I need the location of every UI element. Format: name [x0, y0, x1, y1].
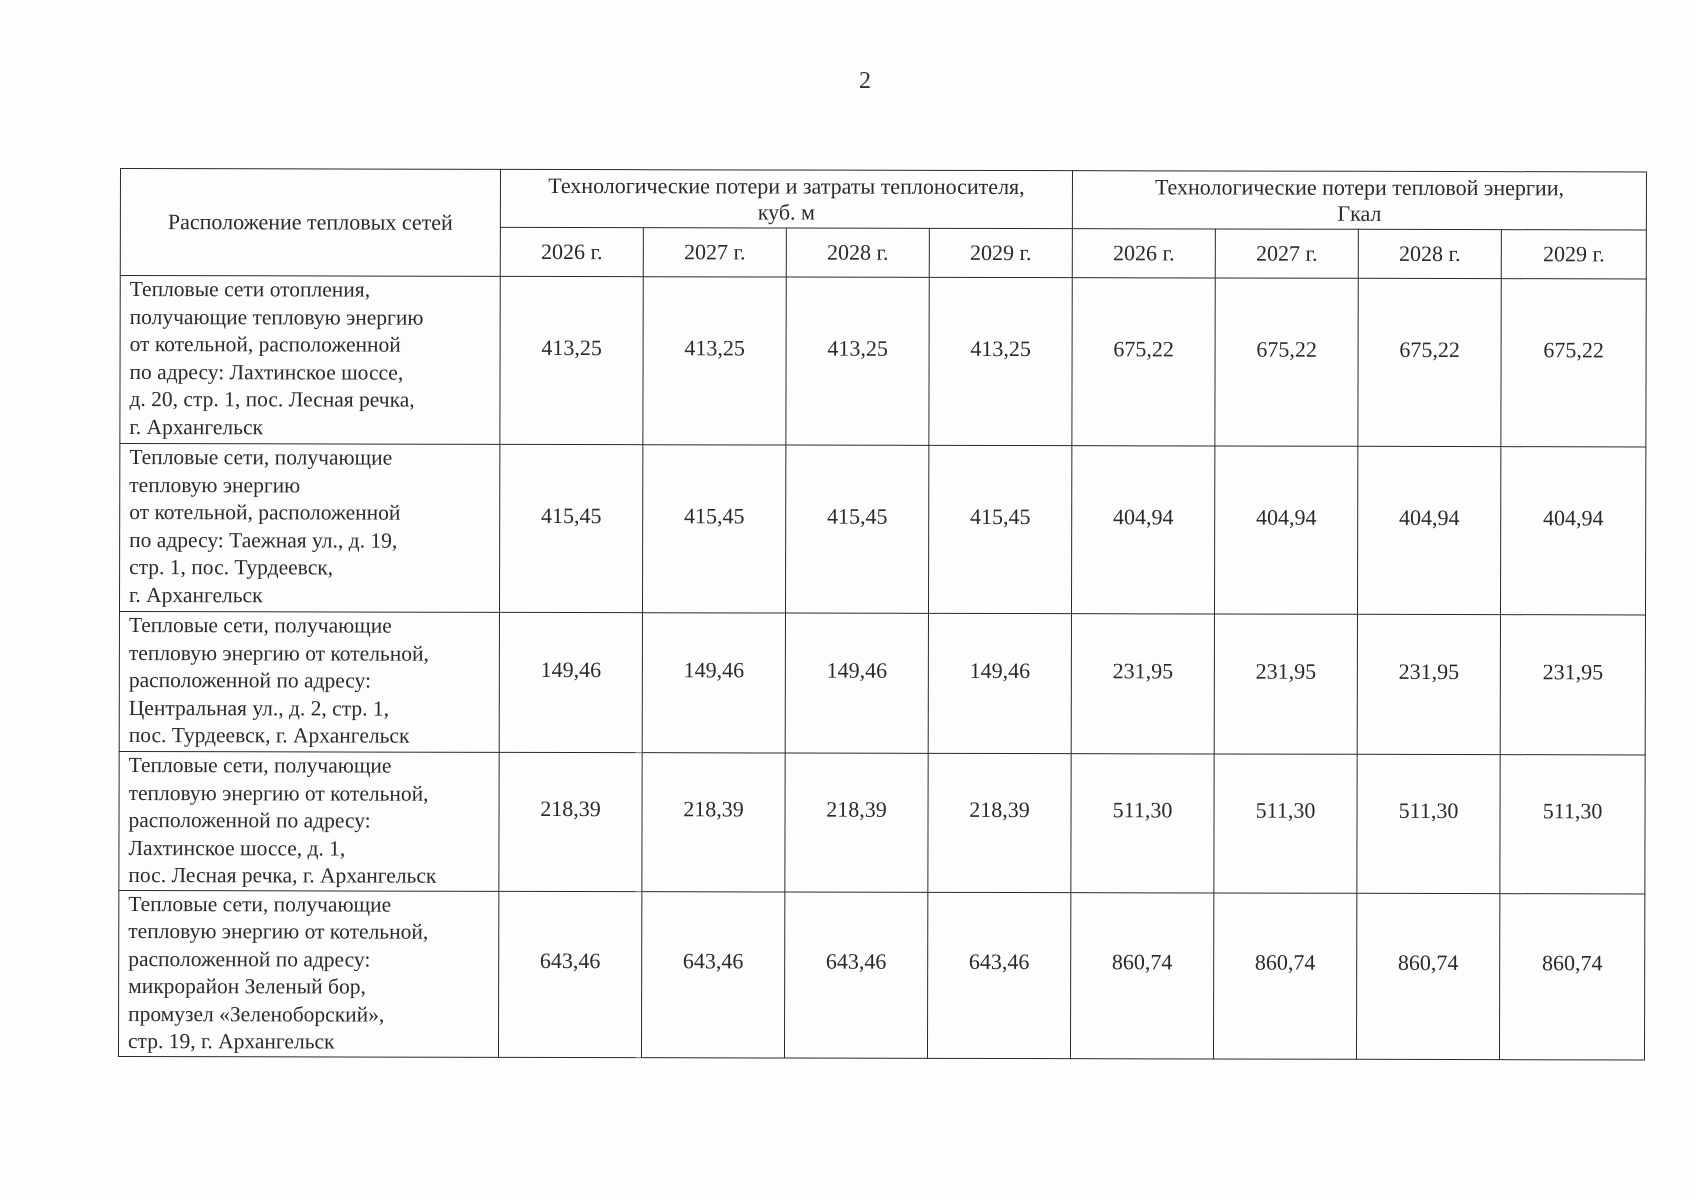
heat-value: 511,30 — [1214, 754, 1357, 893]
header-heat-year: 2026 г. — [1072, 229, 1215, 278]
coolant-value: 643,46 — [927, 892, 1070, 1058]
row-location: Тепловые сети отопления, получающие тепловую энергию от котельной, расположенной по адресу: Лахтинское шоссе, д. 20, стр. 1, пос. Лесная речка, г. Архангельск — [120, 276, 500, 445]
heat-value: 231,95 — [1071, 614, 1214, 754]
page-number: 2 — [859, 68, 871, 94]
coolant-value: 415,45 — [642, 445, 785, 613]
heat-value: 860,74 — [1356, 893, 1499, 1059]
header-heat-year: 2029 г. — [1501, 230, 1646, 279]
heat-value: 860,74 — [1070, 892, 1213, 1058]
header-coolant-year: 2027 г. — [643, 228, 786, 277]
heat-value: 231,95 — [1357, 614, 1500, 754]
coolant-value: 218,39 — [928, 753, 1071, 892]
heat-value: 404,94 — [1357, 446, 1500, 614]
header-heat-losses: Технологические потери тепловой энергии, Гкал — [1072, 171, 1646, 230]
header-heat-year: 2027 г. — [1215, 229, 1358, 278]
row-location: Тепловые сети, получающие тепловую энергию от котельной, расположенной по адресу: Центральная ул., д. 2, стр. 1, пос. Турдеевск, г. Архангельск — [119, 612, 499, 753]
heat-value: 675,22 — [1501, 279, 1646, 447]
coolant-value: 415,45 — [499, 444, 642, 612]
table-row — [118, 890, 1644, 1059]
header-coolant-losses: Технологические потери и затраты теплоносителя, куб. м — [500, 169, 1072, 228]
row-location: Тепловые сети, получающие тепловую энергию от котельной, расположенной по адресу: Таежная ул., д. 19, стр. 1, пос. Турдеевск, г. Архангельск — [119, 444, 499, 613]
coolant-value: 415,45 — [785, 445, 928, 613]
header-coolant-year: 2029 г. — [929, 228, 1072, 277]
heat-value: 404,94 — [1500, 447, 1645, 615]
header-coolant-year: 2028 г. — [786, 228, 929, 277]
coolant-value: 218,39 — [499, 752, 642, 891]
header-coolant-year: 2026 г. — [500, 227, 643, 276]
heat-value: 511,30 — [1357, 754, 1500, 893]
heat-value: 675,22 — [1072, 278, 1215, 446]
header-location: Расположение тепловых сетей — [120, 169, 500, 277]
coolant-value: 218,39 — [785, 753, 928, 892]
heat-value: 675,22 — [1358, 278, 1501, 446]
coolant-value: 149,46 — [928, 613, 1071, 753]
coolant-value: 149,46 — [642, 613, 785, 753]
coolant-value: 149,46 — [785, 613, 928, 753]
table-row — [120, 276, 1646, 447]
row-location: Тепловые сети, получающие тепловую энергию от котельной, расположенной по адресу: микрорайон Зеленый бор, промузел «Зеленоборский», стр. 19, г. Архангельск — [118, 890, 498, 1057]
heat-value: 860,74 — [1499, 893, 1644, 1059]
coolant-value: 643,46 — [498, 891, 641, 1057]
heat-value: 231,95 — [1500, 615, 1645, 755]
heat-value: 860,74 — [1213, 892, 1356, 1058]
coolant-value: 413,25 — [929, 277, 1072, 445]
coolant-value: 643,46 — [784, 892, 927, 1058]
heat-losses-table — [118, 168, 1647, 1060]
heat-value: 675,22 — [1215, 278, 1358, 446]
heat-value: 511,30 — [1071, 754, 1214, 893]
coolant-value: 643,46 — [641, 891, 784, 1057]
coolant-value: 413,25 — [786, 277, 929, 445]
coolant-value: 413,25 — [643, 277, 786, 445]
coolant-value: 413,25 — [500, 276, 643, 444]
coolant-value: 415,45 — [928, 445, 1071, 613]
coolant-value: 218,39 — [642, 753, 785, 892]
table-row — [119, 612, 1645, 755]
heat-value: 511,30 — [1500, 755, 1645, 894]
heat-value: 404,94 — [1071, 446, 1214, 614]
header-heat-year: 2028 г. — [1358, 229, 1501, 278]
coolant-value: 149,46 — [499, 612, 642, 752]
heat-value: 404,94 — [1214, 446, 1357, 614]
heat-value: 231,95 — [1214, 614, 1357, 754]
row-location: Тепловые сети, получающие тепловую энергию от котельной, расположенной по адресу: Лахтинское шоссе, д. 1, пос. Лесная речка, г. Архангельск — [119, 751, 499, 890]
table-row — [119, 751, 1645, 893]
table-row — [119, 444, 1645, 615]
